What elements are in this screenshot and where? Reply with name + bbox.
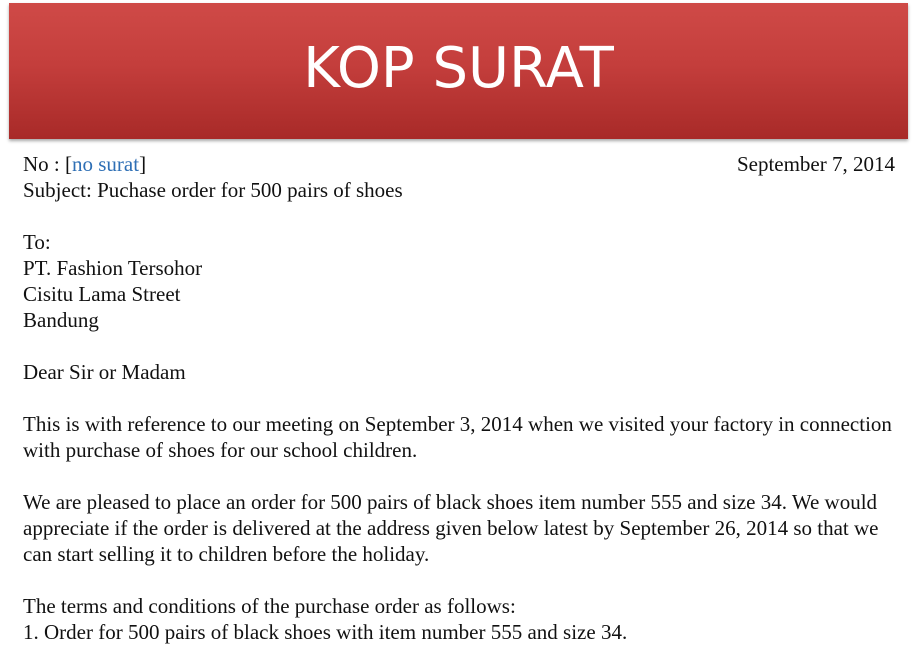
paragraph-reference: This is with reference to our meeting on September 3, 2014 when we visited your factory in connection with purchase of shoes for our school children. (23, 412, 892, 462)
salutation: Dear Sir or Madam (23, 360, 186, 384)
letter-date: September 7, 2014 (736, 152, 895, 176)
letter-number (23, 151, 146, 177)
recipient-street: Cisitu Lama Street (23, 282, 181, 306)
letter-number-placeholder[interactable]: no surat (72, 152, 140, 176)
letter-body (23, 151, 895, 645)
recipient-city: Bandung (23, 308, 99, 332)
letterhead-title: KOP SURAT (303, 35, 614, 101)
letterhead-banner (9, 3, 908, 139)
to-label: To: (23, 230, 51, 254)
letter-number-label: No : [ (23, 152, 72, 176)
term-item-1: 1. Order for 500 pairs of black shoes with item number 555 and size 34. (23, 620, 628, 644)
letter-number-close: ] (139, 152, 147, 176)
paragraph-order: We are pleased to place an order for 500 pairs of black shoes item number 555 and size 34. We would appreciate if the order is delivered at the address given below latest by September 26, 2014 so that we can start selling it to children before the holiday. (23, 490, 879, 566)
number-date-row (23, 151, 895, 177)
recipient-name: PT. Fashion Tersohor (23, 256, 203, 280)
terms-intro: The terms and conditions of the purchase order as follows: (23, 594, 516, 618)
letter-subject: Subject: Puchase order for 500 pairs of shoes (23, 178, 403, 202)
